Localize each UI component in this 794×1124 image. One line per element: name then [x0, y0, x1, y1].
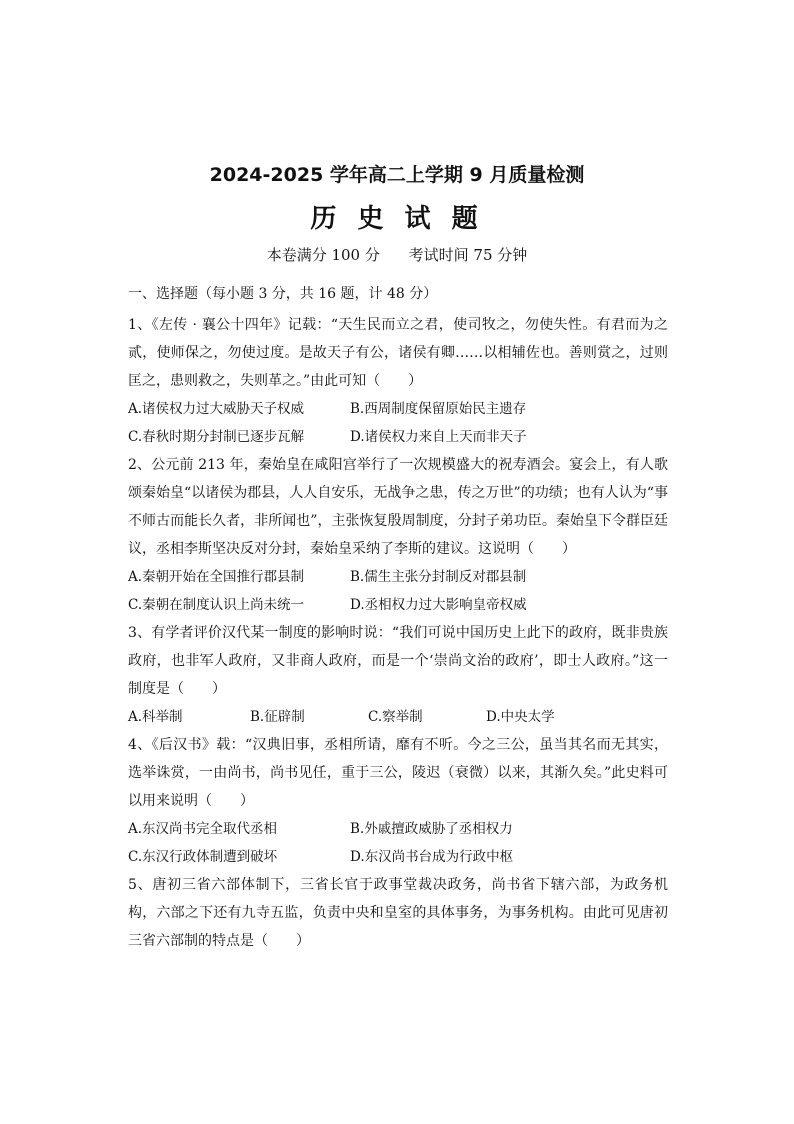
question-3 — [128, 619, 668, 731]
option-b[interactable]: B.西周制度保留原始民主遗存 — [350, 401, 527, 417]
option-b[interactable]: B.外戚擅政威胁了丞相权力 — [350, 821, 513, 837]
option-list — [128, 703, 668, 731]
option-a[interactable]: A.秦朝开始在全国推行郡县制 — [128, 569, 305, 585]
question-text: 1、《左传 · 襄公十四年》记载：“天生民而立之君，使司牧之，勿使失性。有君而为之贰，使师保之，勿使过度。是故天子有公，诸侯有卿……以相辅佐也。善则赏之，过则匡之，患则救之，失则革之。”由此可知（ ） — [128, 317, 668, 389]
option-d[interactable]: D.东汉尚书台成为行政中枢 — [350, 849, 514, 865]
option-c[interactable]: C.东汉行政体制遭到破坏 — [128, 849, 278, 865]
exam-time: 考试时间 75 分钟 — [408, 246, 528, 264]
question-4 — [128, 731, 668, 871]
question-section — [128, 283, 668, 955]
option-list — [128, 815, 668, 871]
exam-info — [0, 244, 794, 265]
question-2 — [128, 451, 668, 619]
question-1 — [128, 311, 668, 451]
option-b[interactable]: B.儒生主张分封制反对郡县制 — [350, 569, 527, 585]
option-c[interactable]: C.察举制 — [368, 709, 423, 725]
question-text: 3、有学者评价汉代某一制度的影响时说：“我们可说中国历史上此下的政府，既非贵族政府，也非军人政府，又非商人政府，而是一个‘崇尚文治的政府’，即士人政府。”这一制度是（ ） — [128, 625, 668, 697]
section-heading: 一、选择题（每小题 3 分，共 16 题，计 48 分） — [128, 286, 438, 302]
option-b[interactable]: B.征辟制 — [250, 709, 305, 725]
option-a[interactable]: A.科举制 — [128, 709, 183, 725]
question-5 — [128, 871, 668, 955]
option-a[interactable]: A.诸侯权力过大威胁天子权威 — [128, 401, 305, 417]
option-d[interactable]: D.诸侯权力来自上天而非天子 — [350, 429, 527, 445]
question-text: 5、唐初三省六部体制下，三省长官于政事堂裁决政务，尚书省下辖六部，为政务机构，六部之下还有九寺五监，负责中央和皇室的具体事务，为事务机构。由此可见唐初三省六部制的特点是（ ） — [128, 877, 668, 949]
option-a[interactable]: A.东汉尚书完全取代丞相 — [128, 821, 278, 837]
option-list — [128, 563, 668, 619]
question-text: 4、《后汉书》载：“汉典旧事，丞相所请，靡有不听。今之三公，虽当其名而无其实，选举诛赏，一由尚书，尚书见任，重于三公，陵迟（衰微）以来，其渐久矣。”此史料可以用来说明（ ） — [128, 737, 668, 809]
option-list — [128, 395, 668, 451]
full-score: 本卷满分 100 分 — [266, 246, 380, 264]
question-text: 2、公元前 213 年，秦始皇在咸阳宫举行了一次规模盛大的祝寿酒会。宴会上，有人歌颂秦始皇“以诸侯为郡县，人人自安乐，无战争之患，传之万世”的功绩；也有人认为“事不师古而能长久者，非所闻也”，主张恢复殷周制度，分封子弟功臣。秦始皇下令群臣廷议，丞相李斯坚决反对分封，秦始皇采纳了李斯的建议。这说明（ ） — [128, 457, 668, 557]
option-c[interactable]: C.秦朝在制度认识上尚未统一 — [128, 597, 305, 613]
subject-title: 历 史 试 题 — [310, 204, 484, 234]
option-d[interactable]: D.丞相权力过大影响皇帝权威 — [350, 597, 527, 613]
exam-title: 2024-2025 学年高二上学期 9 月质量检测 — [209, 164, 585, 186]
option-d[interactable]: D.中央太学 — [486, 709, 555, 725]
option-c[interactable]: C.春秋时期分封制已逐步瓦解 — [128, 429, 305, 445]
